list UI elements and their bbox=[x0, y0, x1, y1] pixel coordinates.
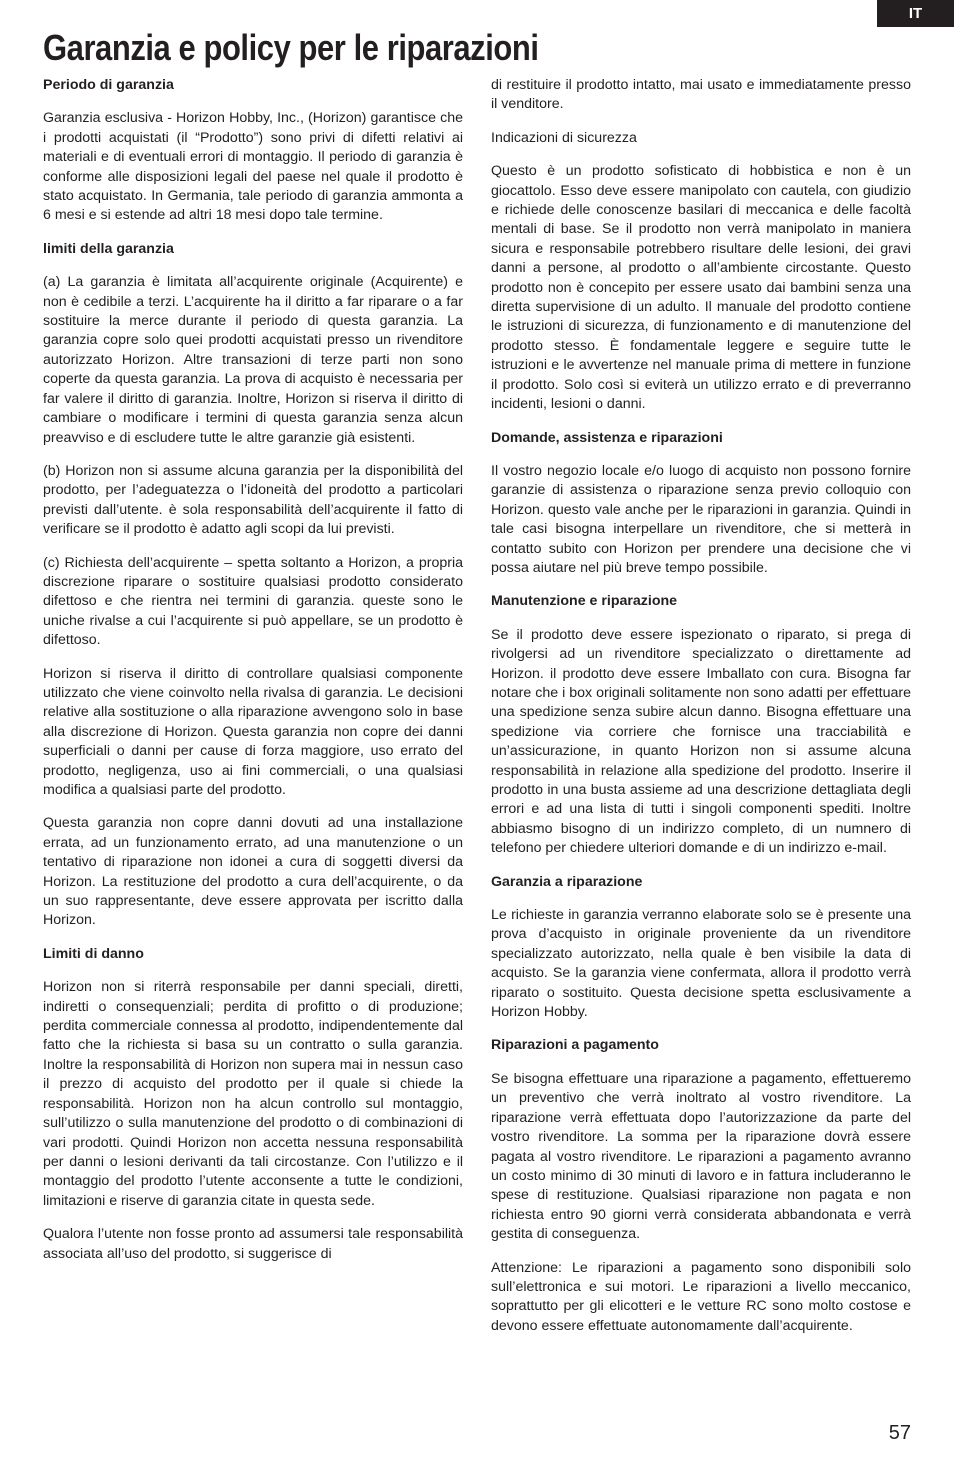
language-tab-label: IT bbox=[908, 5, 923, 22]
paragraph: Il vostro negozio locale e/o luogo di acquisto non possono fornire garanzie di assistenza o riparazione senza previo colloquio con Horizon. questo vale anche per le riparazioni in garanzia. Quindi in tale casi bisogna interpellare un rivenditore, che si metterà in contatto subito con Horizon per prendere una decisione che vi possa aiutare nel più breve tempo possibile. bbox=[491, 462, 911, 576]
section-heading: Riparazioni a pagamento bbox=[491, 1037, 659, 1054]
language-tab bbox=[877, 0, 954, 27]
page-title: Garanzia e policy per le riparazioni bbox=[43, 27, 539, 68]
page-number: 57 bbox=[888, 1422, 911, 1444]
right-column bbox=[491, 76, 911, 1350]
left-column bbox=[43, 76, 463, 1278]
section-heading: Garanzia a riparazione bbox=[491, 873, 643, 890]
paragraph: Le richieste in garanzia verranno elaborate solo se è presente una prova d’acquisto in originale proveniente da un rivenditore specializzato autorizzato, nella quale è ben visibile la data di acquisto. Se la garanzia viene confermata, allora il prodotto verrà riparato o sostituito. Questa decisione spetta esclusivamente a Horizon Hobby. bbox=[491, 907, 911, 1021]
section-heading: Manutenzione e riparazione bbox=[491, 593, 678, 610]
paragraph: Se bisogna effettuare una riparazione a pagamento, effettueremo un preventivo che verrà inoltrato al vostro rivenditore. La riparazione verrà effettuata dopo l’autorizzazione da parte del vostro rivenditore. La somma per la riparazione dovrà essere pagata al vostro rivenditore. Le riparazioni a pagamento avranno un costo minimo di 30 minuti di lavoro e in fattura includeranno le spese di restituzione. Qualsiasi riparazione non pagata e non richiesta entro 90 giorni verrà considerata abbandonata e verrà gestita di conseguenza. bbox=[491, 1070, 911, 1243]
paragraph: Horizon si riserva il diritto di controllare qualsiasi componente utilizzato che viene coinvolto nella rivalsa di garanzia. Le decisioni relative alla sostituzione o alla riparazione avvengono solo in base alla discrezione di Horizon. Questa garanzia non copre dei danni superficiali o danni per cause di forza maggiore, uso errato del prodotto, negligenza, uso ai fini commerciali, o una qualsiasi modifica a qualsiasi parte del prodotto. bbox=[43, 665, 463, 798]
paragraph: Qualora l’utente non fosse pronto ad assumersi tale responsabilità associata all’uso del prodotto, si suggerisce di bbox=[43, 1226, 463, 1262]
section-heading: Domande, assistenza e riparazioni bbox=[491, 429, 723, 446]
paragraph: (a) La garanzia è limitata all’acquirente originale (Acquirente) e non è cedibile a terzi. L’acquirente ha il diritto a far riparare o a far sostituire la merce durante il periodo di questa garanzia. La garanzia copre solo quei prodotti acquistati presso un rivenditore autorizzato Horizon. Altre transazioni di terze parti non sono coperte da questa garanzia. La prova di acquisto è necessaria per far valere il diritto di garanzia. Inoltre, Horizon si riserva il diritto di cambiare o modificare i termini di questa garanzia senza alcun preavviso e di escludere tutte le altre garanzie già esistenti. bbox=[43, 274, 463, 446]
paragraph: Questo è un prodotto sofisticato di hobbistica e non è un giocattolo. Esso deve essere manipolato con cautela, con giudizio e richiede delle conoscenze basilari di meccanica e delle facoltà mentali di base. Se il prodotto non verrà manipolato in maniera sicura e responsabile potrebbero risultare delle lesioni, dei gravi danni a persone, al prodotto o all’ambiente circostante. Questo prodotto non è concepito per essere usato dai bambini senza una diretta supervisione di un adulto. Il manuale del prodotto contiene le istruzioni di sicurezza, di funzionamento e di manutenzione del prodotto stesso. È fondamentale leggere e seguire tutte le istruzioni e le avvertenze nel manuale prima di mettere in funzione il prodotto. Solo così si eviterà un utilizzo errato e di preverranno incidenti, lesioni o danni. bbox=[491, 163, 911, 413]
section-heading: Limiti di danno bbox=[43, 945, 144, 962]
paragraph: Indicazioni di sicurezza bbox=[491, 129, 637, 146]
section-heading: Periodo di garanzia bbox=[43, 77, 174, 93]
paragraph: (c) Richiesta dell’acquirente – spetta soltanto a Horizon, a propria discrezione riparare o sostituire qualsiasi prodotto considerato difettoso e che rientra nei termini di garanzia. queste sono le uniche rivalse a cui l’acquirente si può appellare, se un prodotto è difettoso. bbox=[43, 554, 463, 649]
paragraph: (b) Horizon non si assume alcuna garanzia per la disponibilità del prodotto, per l’adeguatezza o l’idoneità del prodotto a particolari previsti dall’utente. è sola responsabilità dell’acquirente il fatto di verificare se il prodotto è adatto agli scopi da lui previsti. bbox=[43, 462, 463, 538]
paragraph: Attenzione: Le riparazioni a pagamento sono disponibili solo sull’elettronica e sui motori. Le riparazioni a livello meccanico, soprattutto per gli elicotteri e le vetture RC sono molto costose e devono essere effettuate autonomamente dall’acquirente. bbox=[491, 1259, 911, 1334]
paragraph: Questa garanzia non copre danni dovuti ad una installazione errata, ad un funzionamento errato, ad una manutenzione o un tentativo di riparazione non idonei a cura di soggetti diversi da Horizon. La restituzione del prodotto a cura dell’acquirente, o da un suo rappresentante, deve essere approvata per iscritto dalla Horizon. bbox=[43, 815, 463, 929]
paragraph: Horizon non si riterrà responsabile per danni speciali, diretti, indiretti o consequenziali; perdita di profitto o di produzione; perdita commerciale connessa al prodotto, indipendentemente dal fatto che la richiesta si basa su un contratto o sulla garanzia. Inoltre la responsabilità di Horizon non supera mai in nessun caso il prezzo di acquisto del prodotto per il quale si chiede la responsabilità. Horizon non ha alcun controllo sul montaggio, sull’utilizzo o sulla manutenzione del prodotto o di combinazioni di vari prodotti. Quindi Horizon non accetta nessuna responsabilità per danni o lesioni derivanti da tali circostanze. Con l’utilizzo e il montaggio del prodotto l’utente acconsente a tutte le condizioni, limitazioni e riserve di garanzia citate in questa sede. bbox=[43, 979, 463, 1209]
section-heading: limiti della garanzia bbox=[43, 240, 174, 257]
paragraph: Se il prodotto deve essere ispezionato o riparato, si prega di rivolgersi ad un rivenditore specializzato o direttamente ad Horizon. il prodotto deve essere Imballato con cura. Bisogna far notare che i box originali solitamente non sono adatti per effettuare una spedizione senza subire alcun danno. Bisogna effettuare una spedizione via corriere che fornisce una tracciabilità e un’assicurazione, in quanto Horizon non si assume alcuna responsabilità in relazione alla spedizione del prodotto. Inserire il prodotto in una busta assieme ad una descrizione dettagliata degli errori e ad una lista di tutti i singoli componenti spediti. Inoltre abbiasmo bisogno di un indirizzo completo, di un numnero di telefono per chiedere ulteriori domande e di un indirizzo e-mail. bbox=[491, 626, 911, 857]
paragraph: Garanzia esclusiva - Horizon Hobby, Inc., (Horizon) garantisce che i prodotti acquistati (il “Prodotto”) sono privi di difetti relativi ai materiali e di eventuali errori di montaggio. Il periodo di garanzia è conforme alle disposizioni legali del paese nel quale il prodotto è stato acquistato. In Germania, tale periodo di garanzia ammonta a 6 mesi e si estende ad altri 18 mesi dopo tale termine. bbox=[43, 110, 463, 224]
paragraph: di restituire il prodotto intatto, mai usato e immediatamente presso il venditore. bbox=[491, 77, 911, 113]
